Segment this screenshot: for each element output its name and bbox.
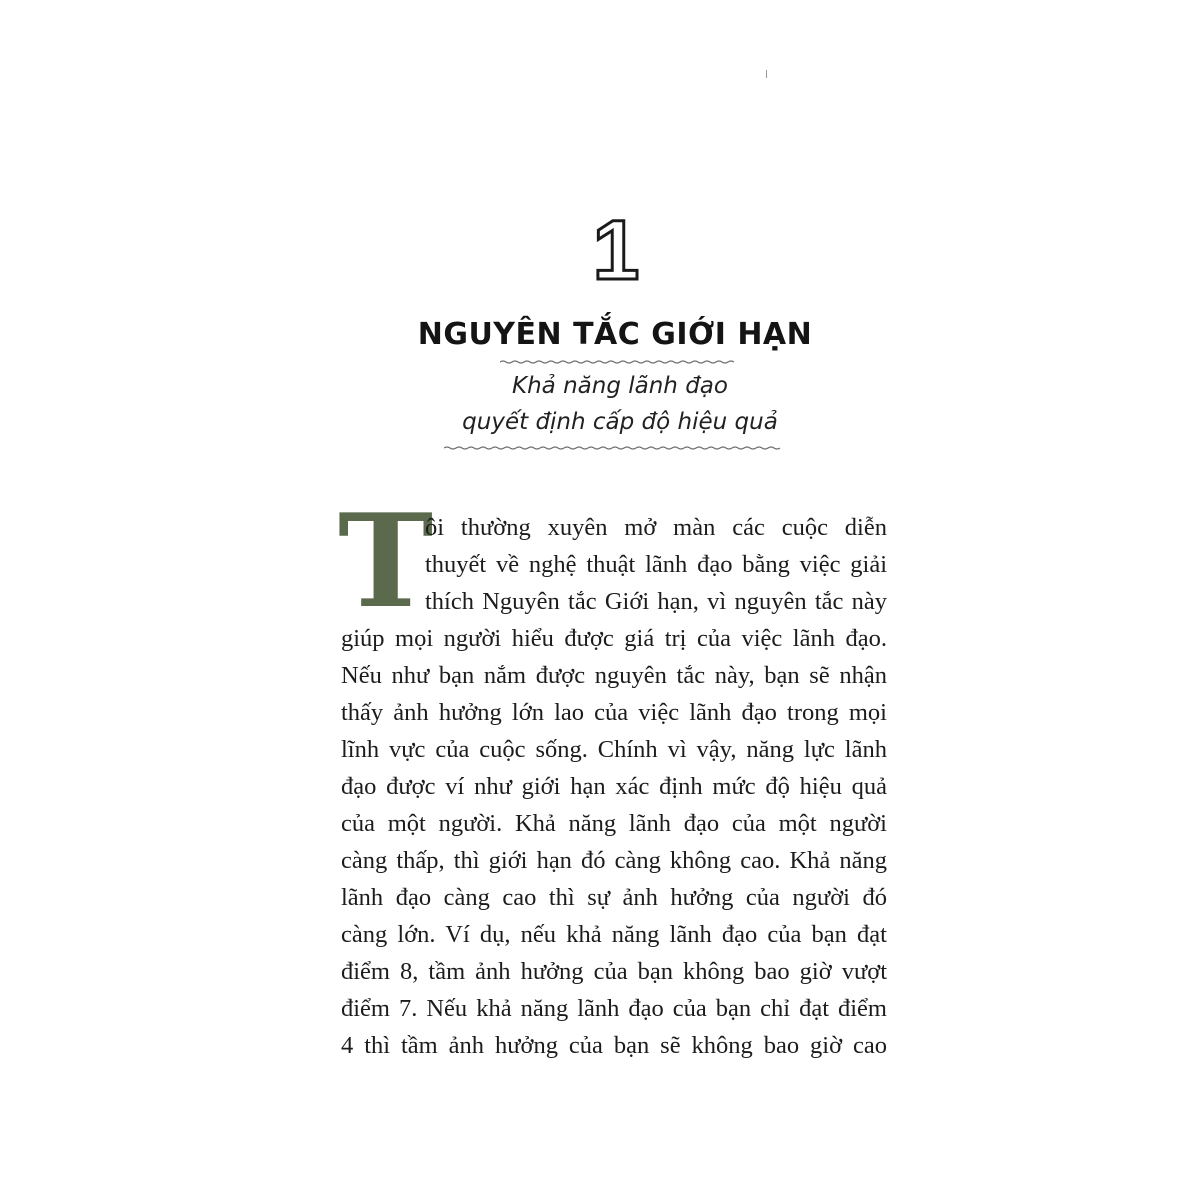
body-text-line: điểm 8, tầm ảnh hưởng của bạn không bao giờ vượt — [341, 958, 887, 985]
body-text-line: thấy ảnh hưởng lớn lao của việc lãnh đạo trong mọi — [341, 699, 887, 726]
title-divider — [500, 360, 736, 364]
drop-cap-letter: T — [338, 487, 434, 637]
body-text-line: càng lớn. Ví dụ, nếu khả năng lãnh đạo của bạn đạt — [341, 921, 887, 948]
body-text-line: Nếu như bạn nắm được nguyên tắc này, bạn sẽ nhận — [341, 662, 887, 689]
body-text-line: điểm 7. Nếu khả năng lãnh đạo của bạn chỉ đạt điểm — [341, 995, 887, 1022]
subtitle-line: Khả năng lãnh đạo — [512, 373, 728, 399]
body-text-line: thích Nguyên tắc Giới hạn, vì nguyên tắc này — [425, 588, 887, 615]
body-text-line: đạo được ví như giới hạn xác định mức độ hiệu quả — [341, 773, 887, 800]
body-text-line: lãnh đạo càng cao thì sự ảnh hưởng của người đó — [341, 884, 887, 911]
body-text-line: giúp mọi người hiểu được giá trị của việc lãnh đạo. — [341, 625, 887, 652]
chapter-subtitle — [400, 368, 840, 440]
subtitle-line: quyết định cấp độ hiệu quả — [462, 409, 778, 435]
body-text-line: lĩnh vực của cuộc sống. Chính vì vậy, năng lực lãnh — [341, 736, 887, 763]
subtitle-divider — [444, 446, 784, 450]
chapter-title: NGUYÊN TẮC GIỚI HẠN — [417, 317, 813, 352]
chapter-number: 1 — [592, 203, 640, 297]
body-text-line: của một người. Khả năng lãnh đạo của một người — [341, 810, 887, 837]
page-edge-mark — [766, 70, 767, 78]
body-text-line: thuyết về nghệ thuật lãnh đạo bằng việc giải — [425, 551, 887, 578]
body-text-line: ôi thường xuyên mở màn các cuộc diễn — [425, 514, 887, 541]
body-text-line: càng thấp, thì giới hạn đó càng không cao. Khả năng — [341, 847, 887, 874]
body-text-line: 4 thì tầm ảnh hưởng của bạn sẽ không bao giờ cao — [341, 1032, 887, 1059]
